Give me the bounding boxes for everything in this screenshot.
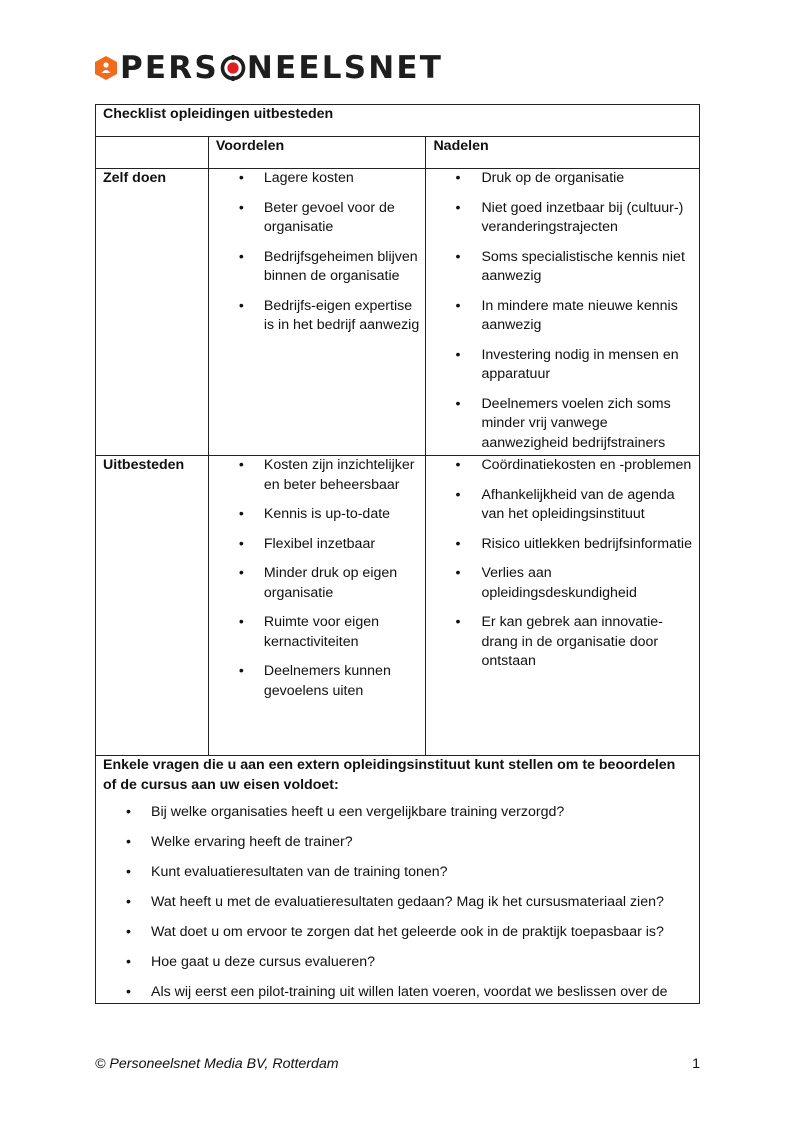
questions-cell [96,756,700,1004]
list-item: • Bedrijfsgeheimen blijven binnen de organisatie [209,248,426,287]
checklist-table [95,104,700,1004]
list-item: • Risico uitlekken bedrijfsinformatie [426,535,699,555]
list-item: • Druk op de organisatie [426,169,699,189]
table-row [96,169,700,456]
list-item: • Beter gevoel voor de organisatie [209,199,426,238]
list-item: • Niet goed inzetbaar bij (cultuur-) veranderingstrajecten [426,199,699,238]
cons-list [426,169,699,453]
table-row [96,456,700,756]
question-item: • Als wij eerst een pilot-training uit willen laten voeren, voordat we beslissen over de [103,983,692,1003]
question-item: • Wat doet u om ervoor te zorgen dat het geleerde ook in de praktijk toepasbaar is? [103,923,692,943]
list-item: • Kosten zijn inzichtelijker en beter beheersbaar [209,456,426,495]
list-item: • In mindere mate nieuwe kennis aanwezig [426,297,699,336]
list-item: • Minder druk op eigen organisatie [209,564,426,603]
questions-list [103,803,692,1003]
list-item: • Verlies aan opleidingsdeskundigheid [426,564,699,603]
pros-header: Voordelen [208,137,426,169]
list-item: • Lagere kosten [209,169,426,189]
empty-header-cell [96,137,209,169]
list-item: • Soms specialistische kennis niet aanwezig [426,248,699,287]
table-title: Checklist opleidingen uitbesteden [96,105,700,137]
cons-cell [426,169,700,456]
list-item: • Bedrijfs-eigen expertise is in het bedrijf aanwezig [209,297,426,336]
list-item: • Er kan gebrek aan innovatie-drang in de organisatie door ontstaan [426,613,699,672]
question-item: • Bij welke organisaties heeft u een vergelijkbare training verzorgd? [103,803,692,823]
logo-target-icon [220,55,246,81]
list-item: • Investering nodig in mensen en apparatuur [426,346,699,385]
pros-cell [208,169,426,456]
list-item: • Coördinatiekosten en -problemen [426,456,699,476]
footer-copyright: © Personeelsnet Media BV, Rotterdam [95,1056,339,1072]
questions-title: Enkele vragen die u aan een extern opleidingsinstituut kunt stellen om te beoordelen of de cursus aan uw eisen voldoet: [103,757,676,793]
list-item: • Deelnemers kunnen gevoelens uiten [209,662,426,701]
cons-header: Nadelen [426,137,700,169]
question-item: • Hoe gaat u deze cursus evalueren? [103,953,692,973]
question-item: • Wat heeft u met de evaluatieresultaten gedaan? Mag ik het cursusmateriaal zien? [103,893,692,913]
list-item: • Flexibel inzetbaar [209,535,426,555]
logo-wordmark: PERS NEELSNET [120,50,444,86]
list-item: • Deelnemers voelen zich soms minder vrij vanwege aanwezigheid bedrijfstrainers [426,395,699,454]
question-item: • Welke ervaring heeft de trainer? [103,833,692,853]
cons-cell [426,456,700,756]
pros-list [209,456,426,701]
personeelsnet-logo [95,50,443,86]
pros-list [209,169,426,336]
page-footer [95,1056,700,1072]
list-item: • Afhankelijkheid van de agenda van het opleidingsinstituut [426,486,699,525]
row-label-uitbesteden: Uitbesteden [96,456,209,756]
list-item: • Kennis is up-to-date [209,505,426,525]
question-item: • Kunt evaluatieresultaten van de training tonen? [103,863,692,883]
cons-list [426,456,699,672]
page-number: 1 [692,1056,700,1072]
row-label-zelf-doen: Zelf doen [96,169,209,456]
pros-cell [208,456,426,756]
logo-hexagon-icon [95,56,117,80]
list-item: • Ruimte voor eigen kernactiviteiten [209,613,426,652]
